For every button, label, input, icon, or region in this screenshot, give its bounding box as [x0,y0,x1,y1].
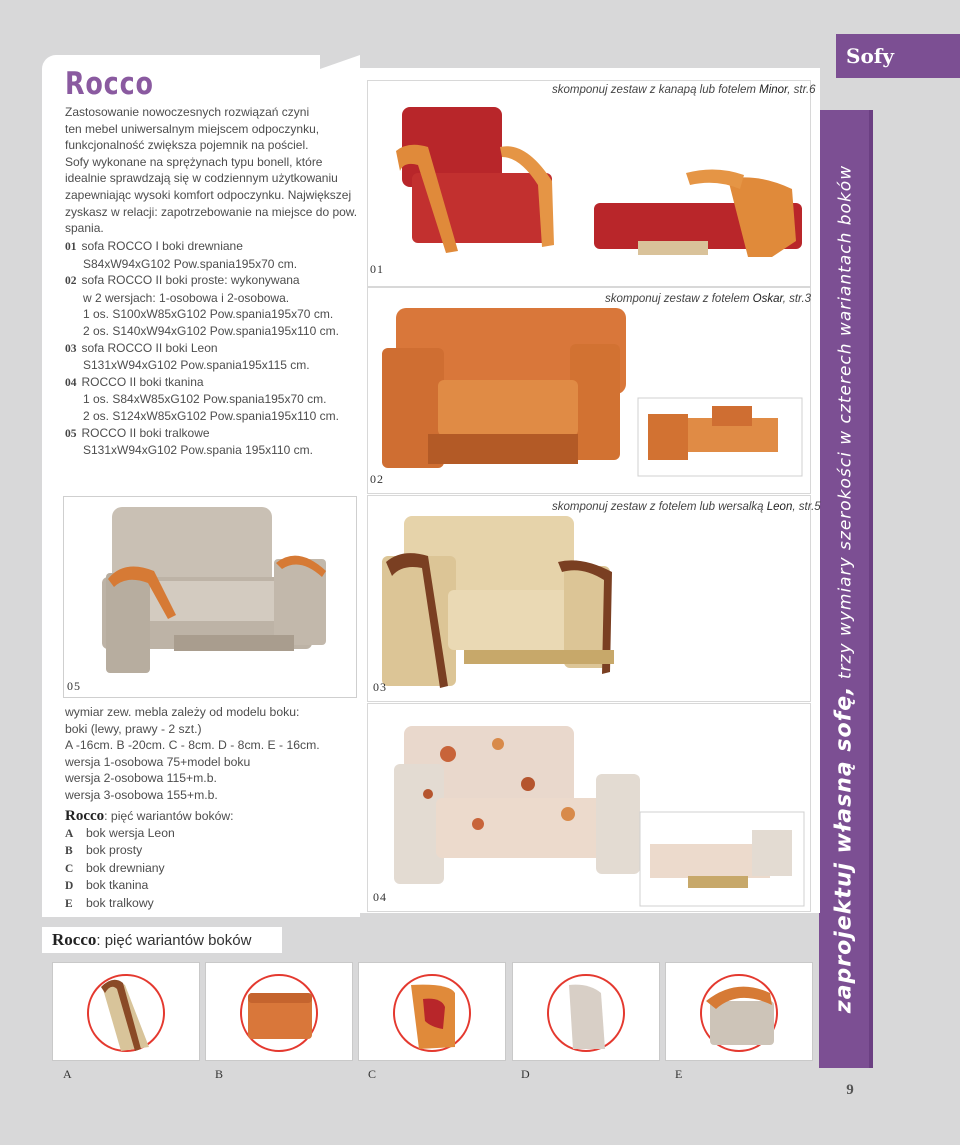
model-05: 05 ROCCO II boki tralkowe [65,425,210,440]
variant-letter-e: E [675,1067,683,1081]
photo-05 [63,496,357,698]
photo-02 [367,287,811,494]
caption-minor: skomponuj zestaw z kanapą lub fotelem Minor, str.6 [552,84,816,96]
variant-box-e [665,962,813,1061]
caption-oskar: skomponuj zestaw z fotelem Oskar, str.3 [605,293,812,305]
photo-label-05: 05 [67,679,81,693]
slogan-main: zaprojektuj własną sofę, [831,685,857,1014]
variant-box-d [512,962,660,1061]
side-d-image [513,963,659,1060]
variants-list: Rocco: pięć wariantów boków: A bok wersja Leon B bok prosty C bok drewniany D bok tkanina E bok tralkowy [65,808,234,910]
page-number: 9 [846,1082,854,1098]
side-b-image [206,963,352,1060]
sofa-03-image [368,496,810,701]
sofa-05-image [64,497,356,697]
caption-leon: skomponuj zestaw z fotelem lub wersalką Leon, str.5 [552,501,821,513]
photo-label-04: 04 [373,890,387,904]
variant-box-c [358,962,506,1061]
side-a-image [53,963,199,1060]
side-e-image [666,963,812,1060]
model-03: 03 sofa ROCCO II boki Leon [65,340,218,355]
slogan-rest: trzy wymiary szerokości w czterech wariantach boków [835,164,856,680]
model-01: 01 sofa ROCCO I boki drewniane [65,239,243,253]
variant-box-b [205,962,353,1061]
model-list: 01 sofa ROCCO I boki drewniane S84xW94xG102 Pow.spania195x70 cm. 02 sofa ROCCO II boki proste: wykonywana w 2 wersjach: 1-osobowa i 2-osobowa. 1 os. S100xW85xG102 Pow.spania195x70 cm. 2 os. S140xW94xG102 Pow.spania195x110 cm. 03 sofa ROCCO II boki Leon S131xW94xG102 Pow.spania195x115 cm. 04 ROCCO II boki tkanina 1 os. S84xW85xG102 Pow.spania195x70 cm. 2 os. S124xW85xG102 Pow.spania195x110 cm. 05 ROCCO II boki tralkowe S131xW94xG102 Pow.spania 195x110 cm. [65,238,365,459]
sofa-01-image [368,81,810,286]
model-02: 02 sofa ROCCO II boki proste: wykonywana [65,273,300,288]
photo-03 [367,495,811,702]
sofa-04-image [368,704,810,911]
variant-box-a [52,962,200,1061]
side-slogan-bar [819,110,869,1068]
photo-label-03: 03 [373,680,387,694]
variant-letter-b: B [215,1067,224,1081]
variants-banner [42,927,282,953]
sofa-02-image [368,288,810,493]
intro-text: Zastosowanie nowoczesnych rozwiązań czyni ten mebel uniwersalnym miejscem odpoczynku, funkcjonalność zwiększa pojemnik na pościel. Sofy wykonane na sprężynach typu bonell, które idealnie sprawdzają się w codziennym użytkowaniu zapewniając wysoki komfort odpoczynku. Największej zyskasz w relacji: zapotrzebowanie na miejsce do pow. spania. [65,105,358,236]
variants-banner-title: Rocco [52,930,97,949]
variants-heading: Rocco [65,808,105,824]
photo-label-02: 02 [370,472,384,486]
photo-label-01: 01 [370,262,384,276]
page-title: Rocco [65,66,154,102]
side-c-image [359,963,505,1060]
variants-banner-suffix: : pięć wariantów boków [96,932,252,949]
section-tab: Sofy [836,34,960,78]
model-04: 04 ROCCO II boki tkanina [65,374,204,389]
slogan-text [832,165,857,1013]
variant-letter-d: D [521,1067,530,1081]
variant-letter-c: C [368,1067,377,1081]
photo-04 [367,703,811,912]
variant-letter-a: A [63,1067,72,1081]
photo-01 [367,80,811,287]
dimensions-text: wymiar zew. mebla zależy od modelu boku: boki (lewy, prawy - 2 szt.) A -16cm. B -20cm. C - 8cm. D - 8cm. E - 16cm. wersja 1-osobowa 75+model boku wersja 2-osobowa 115+m.b. wersja 3-osobowa 155+m.b. [65,705,320,802]
